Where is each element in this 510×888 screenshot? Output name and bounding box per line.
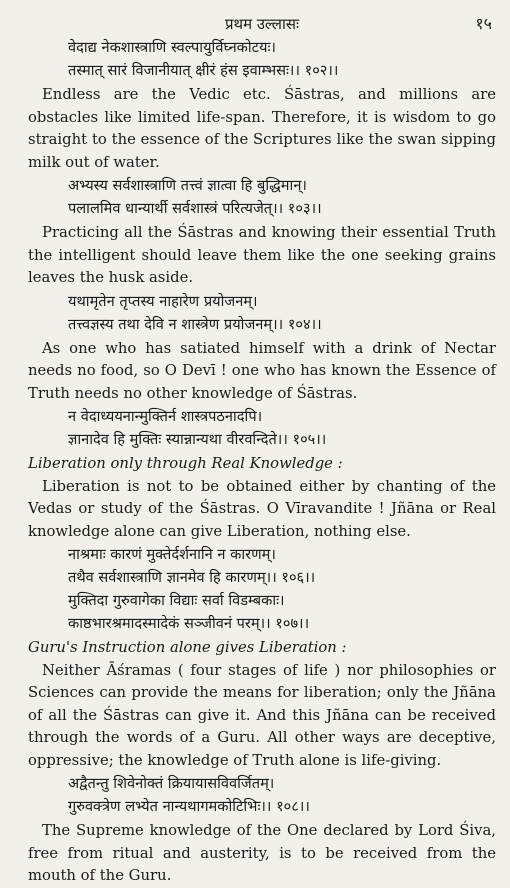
verse-line: अद्वैतन्तु शिवेनोक्तं क्रियायासविवर्जितम्। xyxy=(68,775,275,792)
verse-108 xyxy=(28,772,496,818)
verse-line: तस्मात् सारं विजानीयात् क्षीरं हंस इवाम्भसः।। १०२।। xyxy=(68,62,339,79)
translation-paragraph: The Supreme knowledge of the One declared by Lord Śiva, free from ritual and austerity, is to be received from the mouth of the Guru. xyxy=(28,822,496,884)
page-header xyxy=(28,12,496,36)
verse-line: तत्त्वज्ञस्य तथा देवि न शास्त्रेण प्रयोजनम्।। १०४।। xyxy=(68,315,322,333)
verse-line: गुरुवक्त्रेण लभ्येत नान्यथागमकोटिभिः।। १०८।। xyxy=(68,798,310,815)
running-title: प्रथम उल्लासः xyxy=(224,15,300,33)
verse-106-107 xyxy=(28,543,496,635)
verse-line: ज्ञानादेव हि मुक्तिः स्यान्नान्यथा वीरवन्दिते।। १०५।। xyxy=(68,431,327,448)
translation-paragraph: As one who has satiated himself with a drink of Nectar needs no food, so O Devī ! one who has known the Essence of Truth needs no other knowledge of Śāstras. xyxy=(28,339,496,402)
verse-line: पलालमिव धान्यार्थी सर्वशास्त्रं परित्यजेत्।। १०३।। xyxy=(68,200,322,217)
verse-line: तथैव सर्वशास्त्राणि ज्ञानमेव हि कारणम्।। १०६।। xyxy=(68,569,316,586)
verse-line: यथामृतेन तृप्तस्य नाहारेण प्रयोजनम्। xyxy=(68,292,258,310)
section-heading: Guru's Instruction alone gives Liberation : xyxy=(28,639,347,656)
verse-line: नाश्रमाः कारणं मुक्तेर्दर्शनानि न कारणम्। xyxy=(68,546,276,563)
verse-102 xyxy=(28,36,496,82)
verse-line: अभ्यस्य सर्वशास्त्राणि तत्त्वं ज्ञात्वा हि बुद्धिमान्। xyxy=(68,177,307,194)
verse-104 xyxy=(28,290,496,336)
section-heading: Liberation only through Real Knowledge : xyxy=(28,455,343,472)
verse-103 xyxy=(28,174,496,220)
translation-paragraph: Neither Āśramas ( four stages of life ) nor philosophies or Sciences can provide the means for liberation; only the Jñāna of all the Śāstras can give it. And this Jñāna can be received through the words of a Guru. All other ways are deceptive, oppressive; the knowledge of Truth alone is life-giving. xyxy=(28,661,496,769)
verse-105 xyxy=(28,405,496,451)
verse-line: काष्ठभारश्रमादस्मादेकं सञ्जीवनं परम्।। १०७।। xyxy=(68,615,310,632)
verse-line: मुक्तिदा गुरुवागेका विद्याः सर्वा विडम्बकाः। xyxy=(68,592,285,609)
verse-line: वेदाद्य नेकशास्त्राणि स्वल्पायुर्विघ्नकोटयः। xyxy=(68,39,276,56)
translation-paragraph: Practicing all the Śāstras and knowing their essential Truth the intelligent should leave them like the one seeking grains leaves the husk aside. xyxy=(28,224,496,286)
translation-paragraph: Liberation is not to be obtained either by chanting of the Vedas or study of the Śāstras. O Vīravandite ! Jñāna or Real knowledge alone can give Liberation, nothing else. xyxy=(28,477,496,540)
translation-paragraph: Endless are the Vedic etc. Śāstras, and millions are obstacles like limited life-span. Therefore, it is wisdom to go straight to the essence of the Scriptures like the swan sipping milk out of water. xyxy=(28,86,496,171)
verse-line: न वेदाध्ययनान्मुक्तिर्न शास्त्रपठनादपि। xyxy=(68,408,263,425)
page-number: १५ xyxy=(475,14,492,33)
